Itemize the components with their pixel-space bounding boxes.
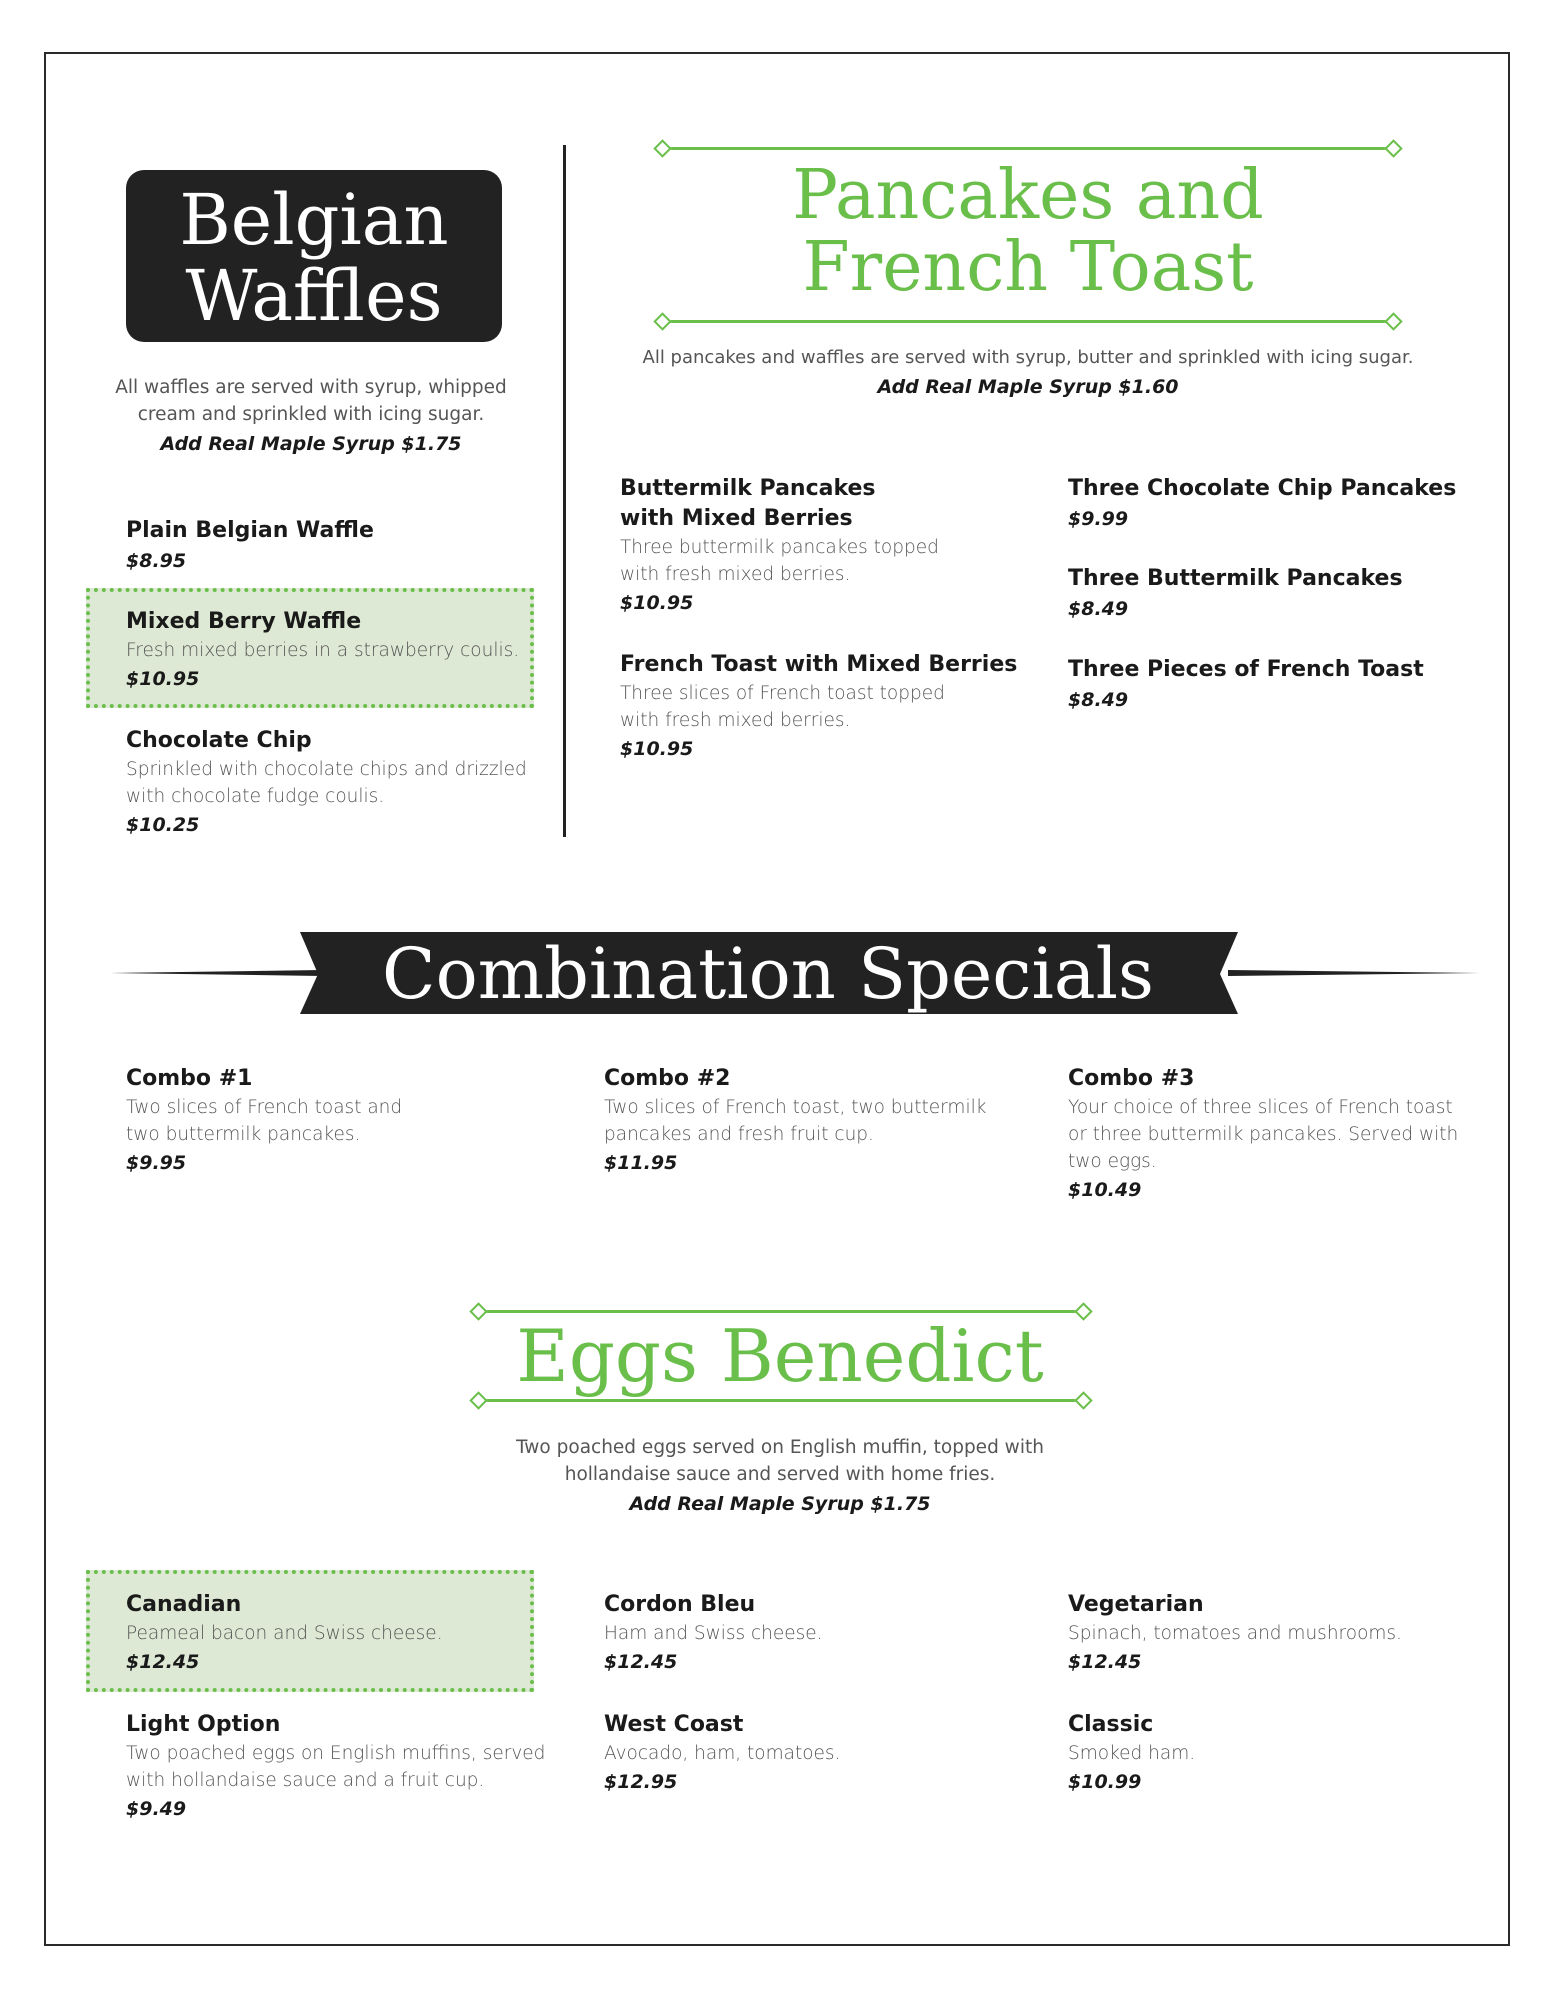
item-price: $9.95 — [126, 1152, 187, 1174]
menu-item — [620, 650, 1040, 764]
item-name: Canadian — [126, 1592, 242, 1617]
menu-item — [1068, 1064, 1498, 1205]
item-desc: Smoked ham. — [1068, 1743, 1196, 1764]
title-rule-bottom — [662, 320, 1392, 323]
pancakes-intro-text: All pancakes and waffles are served with syrup, butter and sprinkled with icing sugar. — [642, 347, 1414, 368]
item-price: $12.45 — [126, 1651, 200, 1673]
benedict-intro-line2: hollandaise sauce and served with home fries. — [564, 1464, 996, 1485]
item-name: Chocolate Chip — [126, 728, 312, 753]
item-desc: with fresh mixed berries. — [620, 710, 851, 731]
item-price: $8.49 — [1068, 689, 1129, 711]
menu-item — [126, 1590, 526, 1677]
item-price: $12.45 — [1068, 1651, 1142, 1673]
item-name: Three Buttermilk Pancakes — [1068, 566, 1403, 591]
item-desc: pancakes and fresh fruit cup. — [604, 1124, 874, 1145]
waffles-intro — [96, 374, 526, 460]
item-desc: Your choice of three slices of French toast — [1068, 1097, 1453, 1118]
item-price: $12.45 — [604, 1651, 678, 1673]
item-desc: Peameal bacon and Swiss cheese. — [126, 1623, 443, 1644]
item-desc: or three buttermilk pancakes. Served with — [1068, 1124, 1459, 1145]
menu-item — [126, 1064, 546, 1178]
item-price: $10.95 — [126, 668, 200, 690]
item-desc: Three buttermilk pancakes topped — [620, 537, 939, 558]
item-price: $9.49 — [126, 1798, 187, 1820]
title-rule-top — [662, 147, 1392, 150]
column-divider — [563, 145, 566, 837]
benedict-intro-line1: Two poached eggs served on English muffin, topped with — [516, 1437, 1044, 1458]
pancakes-title-line1: Pancakes and — [792, 156, 1264, 235]
benedict-intro — [430, 1434, 1130, 1520]
item-desc: Sprinkled with chocolate chips and drizzled — [126, 759, 527, 780]
menu-item — [1068, 1590, 1498, 1677]
pancakes-title-line2: French Toast — [802, 228, 1254, 307]
item-price: $9.99 — [1068, 508, 1129, 530]
waffles-syrup-note: Add Real Maple Syrup $1.75 — [160, 433, 462, 455]
menu-item — [126, 726, 546, 840]
waffles-title-badge — [126, 170, 502, 342]
waffles-intro-line1: All waffles are served with syrup, whipped — [115, 377, 507, 398]
item-name: French Toast with Mixed Berries — [620, 652, 1018, 677]
item-desc: Ham and Swiss cheese. — [604, 1623, 823, 1644]
item-price: $11.95 — [604, 1152, 678, 1174]
menu-item — [126, 1710, 556, 1824]
item-name: with Mixed Berries — [620, 506, 853, 531]
item-desc: two buttermilk pancakes. — [126, 1124, 361, 1145]
pancakes-title — [660, 156, 1396, 307]
item-name: Vegetarian — [1068, 1592, 1204, 1617]
menu-item — [604, 1590, 1024, 1677]
item-desc: with hollandaise sauce and a fruit cup. — [126, 1770, 485, 1791]
item-desc: Spinach, tomatoes and mushrooms. — [1068, 1623, 1402, 1644]
item-desc: Two poached eggs on English muffins, served — [126, 1743, 546, 1764]
title-rule-bottom — [478, 1399, 1082, 1402]
item-price: $10.95 — [620, 592, 694, 614]
item-name: Buttermilk Pancakes — [620, 476, 876, 501]
item-name: Mixed Berry Waffle — [126, 609, 362, 634]
menu-item — [620, 474, 1020, 618]
item-name: Light Option — [126, 1712, 281, 1737]
menu-item — [1068, 564, 1488, 624]
item-name: Combo #1 — [126, 1066, 253, 1091]
menu-item — [1068, 1710, 1498, 1797]
item-desc: with chocolate fudge coulis. — [126, 786, 385, 807]
item-name: Cordon Bleu — [604, 1592, 756, 1617]
item-desc: two eggs. — [1068, 1151, 1157, 1172]
waffles-title-line2: Waffles — [185, 255, 443, 337]
menu-item — [604, 1710, 1024, 1797]
item-name: Combo #3 — [1068, 1066, 1195, 1091]
banner-right-rule — [1228, 970, 1480, 976]
menu-item — [1068, 474, 1488, 534]
combos-title: Combination Specials — [382, 933, 1154, 1015]
benedict-title: Eggs Benedict — [516, 1314, 1044, 1398]
item-price: $8.95 — [126, 550, 187, 572]
item-desc: Two slices of French toast, two buttermilk — [604, 1097, 987, 1118]
pancakes-syrup-note: Add Real Maple Syrup $1.60 — [877, 376, 1179, 398]
item-desc: Fresh mixed berries in a strawberry coulis. — [126, 640, 520, 661]
item-name: Three Pieces of French Toast — [1068, 657, 1424, 682]
item-name: Classic — [1068, 1712, 1154, 1737]
item-price: $10.49 — [1068, 1179, 1142, 1201]
item-desc: with fresh mixed berries. — [620, 564, 851, 585]
item-price: $10.95 — [620, 738, 694, 760]
waffles-intro-line2: cream and sprinkled with icing sugar. — [137, 404, 485, 425]
item-name: West Coast — [604, 1712, 744, 1737]
menu-item — [604, 1064, 1034, 1178]
item-price: $10.99 — [1068, 1771, 1142, 1793]
item-name: Combo #2 — [604, 1066, 731, 1091]
menu-item — [1068, 655, 1488, 715]
pancakes-intro — [640, 344, 1416, 403]
item-price: $8.49 — [1068, 598, 1129, 620]
item-name: Plain Belgian Waffle — [126, 518, 374, 543]
item-price: $10.25 — [126, 814, 200, 836]
item-name: Three Chocolate Chip Pancakes — [1068, 476, 1457, 501]
benedict-syrup-note: Add Real Maple Syrup $1.75 — [629, 1493, 931, 1515]
menu-item — [126, 607, 526, 694]
item-desc: Two slices of French toast and — [126, 1097, 403, 1118]
menu-item — [126, 516, 526, 576]
item-desc: Three slices of French toast topped — [620, 683, 945, 704]
item-price: $12.95 — [604, 1771, 678, 1793]
banner-left-rule — [110, 970, 322, 976]
item-desc: Avocado, ham, tomatoes. — [604, 1743, 841, 1764]
waffles-title-line1: Belgian — [179, 179, 449, 261]
